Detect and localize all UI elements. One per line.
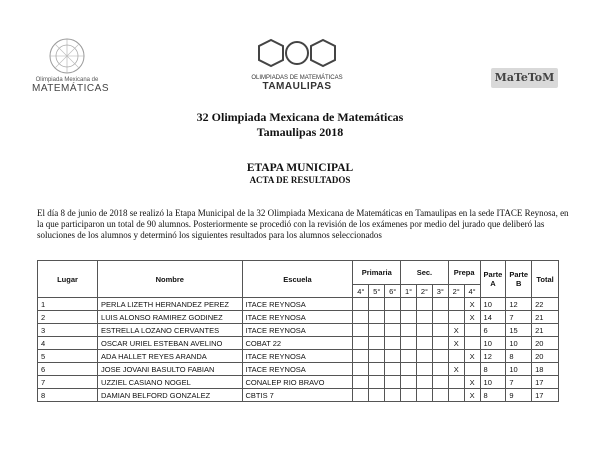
header-sec: Sec.	[401, 261, 449, 285]
grade-cell: 2°	[448, 285, 464, 298]
mark-cell	[401, 350, 417, 363]
lugar-cell: 1	[38, 298, 98, 311]
table-row	[38, 324, 559, 337]
mark-cell	[369, 324, 385, 337]
omat-logo	[232, 38, 362, 92]
escuela-cell: ITACE REYNOSA	[242, 311, 353, 324]
parte-a-cell: 8	[480, 363, 506, 376]
mark-cell	[416, 350, 432, 363]
mark-cell	[432, 324, 448, 337]
mark-cell	[401, 376, 417, 389]
table-row	[38, 337, 559, 350]
mark-cell	[416, 363, 432, 376]
mark-cell	[385, 298, 401, 311]
mark-cell	[353, 311, 369, 324]
mark-cell	[401, 324, 417, 337]
mark-cell	[416, 389, 432, 402]
mark-cell	[353, 350, 369, 363]
header-parte-a: Parte A	[480, 261, 506, 298]
mark-cell	[353, 324, 369, 337]
parte-a-cell: 14	[480, 311, 506, 324]
grade-cell: 1°	[401, 285, 417, 298]
mark-cell	[353, 389, 369, 402]
escuela-cell: CONALEP RIO BRAVO	[242, 376, 353, 389]
document-title: 32 Olimpiada Mexicana de Matemáticas	[196, 110, 404, 124]
mark-cell	[385, 389, 401, 402]
escuela-cell: ITACE REYNOSA	[242, 363, 353, 376]
mark-cell	[369, 389, 385, 402]
mark-cell	[464, 337, 480, 350]
table-row	[38, 350, 559, 363]
omm-emblem-icon	[47, 36, 87, 76]
total-cell: 17	[532, 376, 559, 389]
parte-b-cell: 7	[506, 376, 532, 389]
escuela-cell: COBAT 22	[242, 337, 353, 350]
mateton-logo: MaTeToM	[491, 68, 558, 88]
mark-cell	[432, 389, 448, 402]
mark-cell	[416, 337, 432, 350]
grade-cell: 5°	[369, 285, 385, 298]
total-cell: 17	[532, 389, 559, 402]
omm-logo-line1: Olimpiada Mexicana de	[35, 77, 99, 83]
parte-a-cell: 10	[480, 298, 506, 311]
mark-cell	[448, 389, 464, 402]
mark-cell	[448, 298, 464, 311]
results-subtitle: ACTA DE RESULTADOS	[249, 175, 351, 185]
grade-cell: 3°	[432, 285, 448, 298]
intro-paragraph: El día 8 de junio de 2018 se realizó la Etapa Municipal de la 32 Olimpiada Mexicana de Matemáticas en Tamaulipas en la sede ITACE Reynosa, en la que participaron un total de 90 alumnos. Posteriormente se procedió con la revisión de los exámenes por medio del jurado que deliberó las soluciones de los alumnos y determinó los siguientes resultados para los alumnos seleccionados	[37, 208, 569, 240]
mark-cell	[432, 298, 448, 311]
header-escuela: Escuela	[242, 261, 353, 298]
mark-cell	[369, 311, 385, 324]
grade-cell: 2°	[416, 285, 432, 298]
grade-cell: 4°	[353, 285, 369, 298]
mark-cell	[369, 376, 385, 389]
mark-cell	[432, 311, 448, 324]
hexagons-emblem-icon	[257, 38, 337, 74]
nombre-cell: OSCAR URIEL ESTEBAN AVELINO	[98, 337, 242, 350]
parte-a-cell: 12	[480, 350, 506, 363]
table-row	[38, 389, 559, 402]
mark-cell	[401, 311, 417, 324]
nombre-cell: UZZIEL CASIANO NOGEL	[98, 376, 242, 389]
nombre-cell: LUIS ALONSO RAMIREZ GODINEZ	[98, 311, 242, 324]
parte-b-cell: 15	[506, 324, 532, 337]
mark-cell	[353, 363, 369, 376]
results-table	[37, 260, 559, 402]
mark-cell	[401, 298, 417, 311]
mark-cell: X	[464, 376, 480, 389]
mark-cell: X	[464, 350, 480, 363]
mark-cell: X	[464, 389, 480, 402]
mark-cell: X	[448, 324, 464, 337]
mark-cell	[416, 298, 432, 311]
mark-cell	[369, 363, 385, 376]
mark-cell: X	[464, 311, 480, 324]
mark-cell	[369, 350, 385, 363]
nombre-cell: PERLA LIZETH HERNANDEZ PEREZ	[98, 298, 242, 311]
total-cell: 18	[532, 363, 559, 376]
nombre-cell: ADA HALLET REYES ARANDA	[98, 350, 242, 363]
escuela-cell: ITACE REYNOSA	[242, 324, 353, 337]
mark-cell: X	[448, 337, 464, 350]
lugar-cell: 7	[38, 376, 98, 389]
parte-b-cell: 9	[506, 389, 532, 402]
header-total: Total	[532, 261, 559, 298]
mark-cell	[385, 350, 401, 363]
mark-cell	[432, 363, 448, 376]
parte-b-cell: 12	[506, 298, 532, 311]
parte-b-cell: 7	[506, 311, 532, 324]
stage-heading: ETAPA MUNICIPAL	[246, 162, 354, 174]
table-row	[38, 311, 559, 324]
mark-cell	[385, 324, 401, 337]
header-lugar: Lugar	[38, 261, 98, 298]
parte-a-cell: 8	[480, 389, 506, 402]
mark-cell	[353, 337, 369, 350]
total-cell: 21	[532, 311, 559, 324]
table-row	[38, 363, 559, 376]
nombre-cell: JOSE JOVANI BASULTO FABIAN	[98, 363, 242, 376]
mark-cell: X	[448, 363, 464, 376]
escuela-cell: CBTIS 7	[242, 389, 353, 402]
mark-cell	[369, 337, 385, 350]
mark-cell	[401, 389, 417, 402]
mark-cell	[432, 376, 448, 389]
mark-cell	[448, 311, 464, 324]
omm-logo	[32, 36, 109, 94]
table-row	[38, 298, 559, 311]
header-prepa: Prepa	[448, 261, 480, 285]
parte-b-cell: 10	[506, 363, 532, 376]
mark-cell	[369, 298, 385, 311]
mark-cell	[353, 376, 369, 389]
parte-a-cell: 10	[480, 337, 506, 350]
header-parte-b: Parte B	[506, 261, 532, 298]
omat-logo-line2: TAMAULIPAS	[262, 81, 332, 92]
lugar-cell: 5	[38, 350, 98, 363]
mark-cell	[385, 337, 401, 350]
lugar-cell: 8	[38, 389, 98, 402]
lugar-cell: 3	[38, 324, 98, 337]
mark-cell	[353, 298, 369, 311]
total-cell: 20	[532, 337, 559, 350]
omm-logo-line2: MATEMÁTICAS	[32, 83, 109, 94]
document-year: Tamaulipas 2018	[256, 125, 344, 139]
omat-logo-line1: OLIMPIADAS DE MATEMÁTICAS	[251, 75, 343, 81]
mark-cell	[416, 376, 432, 389]
mark-cell	[448, 376, 464, 389]
parte-b-cell: 10	[506, 337, 532, 350]
parte-a-cell: 10	[480, 376, 506, 389]
total-cell: 22	[532, 298, 559, 311]
grade-cell: 4°	[464, 285, 480, 298]
nombre-cell: DAMIAN BELFORD GONZALEZ	[98, 389, 242, 402]
grade-cell: 6°	[385, 285, 401, 298]
mark-cell	[432, 350, 448, 363]
header-primaria: Primaria	[353, 261, 401, 285]
escuela-cell: ITACE REYNOSA	[242, 298, 353, 311]
header-nombre: Nombre	[98, 261, 242, 298]
mark-cell	[385, 363, 401, 376]
mark-cell	[464, 363, 480, 376]
mark-cell	[385, 376, 401, 389]
parte-a-cell: 6	[480, 324, 506, 337]
mark-cell	[448, 350, 464, 363]
nombre-cell: ESTRELLA LOZANO CERVANTES	[98, 324, 242, 337]
lugar-cell: 4	[38, 337, 98, 350]
escuela-cell: ITACE REYNOSA	[242, 350, 353, 363]
lugar-cell: 2	[38, 311, 98, 324]
parte-b-cell: 8	[506, 350, 532, 363]
mark-cell	[464, 324, 480, 337]
mark-cell: X	[464, 298, 480, 311]
lugar-cell: 6	[38, 363, 98, 376]
mark-cell	[416, 324, 432, 337]
mark-cell	[401, 363, 417, 376]
mark-cell	[432, 337, 448, 350]
mark-cell	[416, 311, 432, 324]
total-cell: 20	[532, 350, 559, 363]
table-row	[38, 376, 559, 389]
total-cell: 21	[532, 324, 559, 337]
mark-cell	[385, 311, 401, 324]
mark-cell	[401, 337, 417, 350]
